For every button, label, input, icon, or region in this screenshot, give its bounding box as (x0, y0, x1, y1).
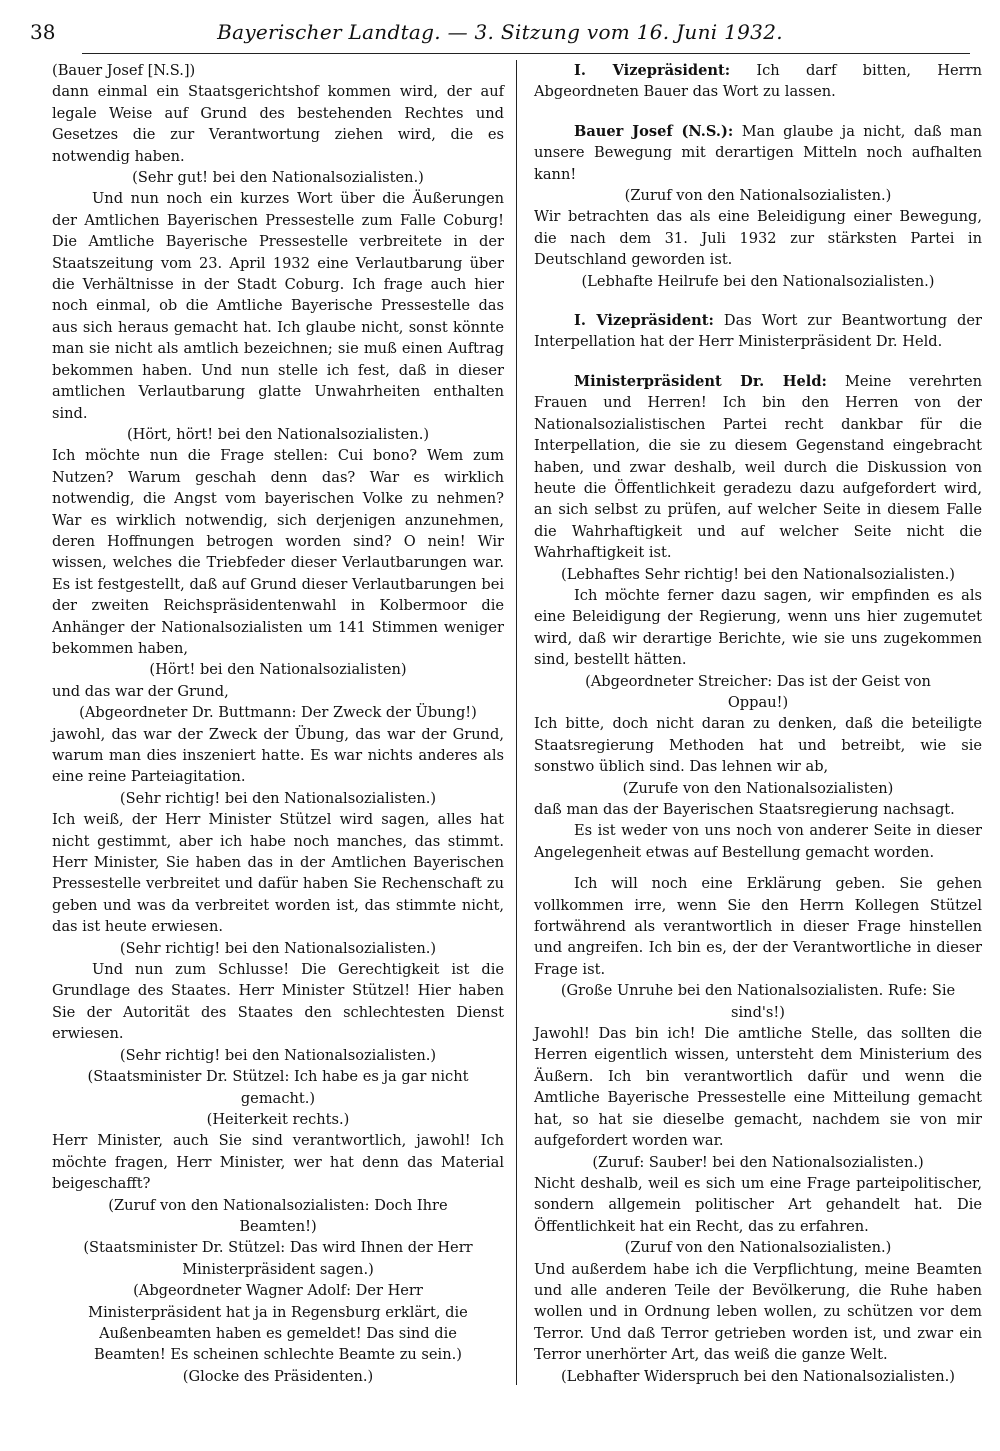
interjection (534, 564, 982, 585)
right-column (534, 60, 982, 1387)
interjection (52, 702, 504, 723)
paragraph-text: (Bauer Josef [N.S.]) (52, 62, 196, 79)
paragraph-text: (Abgeordneter Dr. Buttmann: Der Zweck der Übung!) (79, 704, 477, 722)
paragraph-text: (Lebhaftes Sehr richtig! bei den Nationalsozialisten.) (561, 565, 955, 583)
paragraph-text: (Zuruf von den Nationalsozialisten.) (624, 187, 892, 205)
paragraph (534, 60, 982, 103)
paragraph (534, 713, 982, 777)
paragraph-text: Herr Minister, auch Sie sind verantwortlich, jawohl! Ich möchte fragen, Herr Minister, wer hat denn das Material beigeschafft? (52, 1132, 504, 1193)
interjection (534, 671, 982, 714)
speaker-name: Ministerpräsident Dr. Held: (574, 372, 827, 390)
paragraph-text: Und nun zum Schlusse! Die Gerechtigkeit ist die Grundlage des Staates. Herr Minister Stützel! Hier haben Sie der Autorität des Staates den schlechtesten Dienst erwiesen. (52, 961, 504, 1043)
paragraph-text: (Staatsminister Dr. Stützel: Ich habe es ja gar nicht gemacht.) (87, 1068, 469, 1107)
paragraph-text: (Lebhafte Heilrufe bei den Nationalsozialisten.) (581, 272, 935, 290)
paragraph-text: (Zuruf: Sauber! bei den Nationalsozialisten.) (592, 1153, 924, 1171)
paragraph-text: Und außerdem habe ich die Verpflichtung, meine Beamten und alle anderen Teile der Bevölkerung, die Ruhe haben wollen und in Ordnung leben wollen, zu schützen vor dem Terror. Und daß Terror getrieben worden ist, und zwar ein Terror unerhörter Art, das weiß die ganze Welt. (534, 1260, 982, 1364)
interjection (534, 271, 982, 292)
interjection (534, 980, 982, 1023)
paragraph-text: (Glocke des Präsidenten.) (182, 1367, 374, 1385)
paragraph-text: (Sehr richtig! bei den Nationalsozialisten.) (119, 939, 437, 957)
paragraph (534, 206, 982, 270)
paragraph-text: (Sehr richtig! bei den Nationalsozialisten.) (119, 789, 437, 807)
interjection (52, 1366, 504, 1387)
paragraph-text: Und nun noch ein kurzes Wort über die Äußerungen der Amtlichen Bayerischen Pressestelle zum Falle Coburg! Die Amtliche Bayerische Pressestelle verbreitete in der Staatszeitung vom 23. April 1932 eine Verlautbarung über die Verhältnisse in der Stadt Coburg. Ich frage auch hier noch einmal, ob die Amtliche Bayerische Pressestelle das aus sich heraus gemacht hat. Ich glaube nicht, sonst könnte man sie nicht als amtlich bezeichnen; sie muß einen Auftrag bekommen haben. Und nun stelle ich fest, daß in dieser amtlichen Verlautbarung glatte Unwahrheiten enthalten sind. (52, 190, 504, 422)
paragraph-text: (Heiterkeit rechts.) (206, 1110, 350, 1128)
paragraph-text: Es ist weder von uns noch von anderer Seite in dieser Angelegenheit etwas auf Bestellung gemacht worden. (534, 822, 982, 861)
paragraph-text: daß man das der Bayerischen Staatsregierung nachsagt. (534, 801, 955, 818)
paragraph-text: Ich will noch eine Erklärung geben. Sie gehen vollkommen irre, wenn Sie den Herrn Kollegen Stützel fortwährend als verantwortlich in dieser Frage hinstellen und angreifen. Ich bin es, der der Verantwortliche in dieser Frage ist. (534, 875, 982, 978)
paragraph-text: (Zurufe von den Nationalsozialisten) (622, 779, 894, 797)
column-divider (516, 60, 517, 1385)
paragraph (534, 873, 982, 980)
paragraph (534, 1173, 982, 1237)
interjection (52, 1280, 504, 1366)
paragraph-text: Jawohl! Das bin ich! Die amtliche Stelle, das sollten die Herren eigentlich wissen, untersteht dem Ministerium des Äußern. Ich bin verantwortlich dafür und wenn die Amtliche Bayerische Pressestelle eine Mitteilung gemacht hat, so hat sie dieselbe gemacht, nachdem sie von mir aufgefordert worden war. (534, 1025, 982, 1150)
left-column (52, 60, 504, 1387)
paragraph-text: (Hört! bei den Nationalsozialisten) (149, 661, 407, 679)
interjection (52, 167, 504, 188)
paragraph (534, 799, 982, 820)
page-number: 38 (30, 20, 56, 44)
interjection (52, 424, 504, 445)
paragraph-text: Nicht deshalb, weil es sich um eine Frage parteipolitischer, sondern allgemein politischer Art gehandelt hat. Die Öffentlichkeit hat ein Recht, das zu erfahren. (534, 1174, 982, 1235)
paragraph (534, 1259, 982, 1366)
paragraph-text: dann einmal ein Staatsgerichtshof kommen wird, der auf legale Weise auf Grund des bestehenden Rechtes und Gesetzes die zur Verantwortung ziehen wird, die es notwendig haben. (52, 83, 504, 165)
paragraph (534, 310, 982, 353)
paragraph (52, 445, 504, 659)
paragraph (534, 371, 982, 564)
paragraph-text: Ich weiß, der Herr Minister Stützel wird sagen, alles hat nicht gestimmt, aber ich habe noch manches, das stimmt. Herr Minister, Sie haben das in der Amtlichen Bayerischen Pressestelle verbreitet und dafür haben Sie Rechenschaft zu geben und was da verbreitet worden ist, das stimmte nicht, das ist heute erwiesen. (52, 811, 504, 936)
paragraph-text: Wir betrachten das als eine Beleidigung einer Bewegung, die nach dem 31. Juli 1932 zur stärksten Partei in Deutschland geworden ist. (534, 208, 982, 269)
interjection (52, 659, 504, 680)
interjection (534, 185, 982, 206)
paragraph-text: (Staatsminister Dr. Stützel: Das wird Ihnen der Herr Ministerpräsident sagen.) (83, 1239, 473, 1278)
paragraph (52, 1130, 504, 1194)
paragraph-text: (Sehr richtig! bei den Nationalsozialisten.) (119, 1046, 437, 1064)
paragraph (534, 585, 982, 671)
paragraph-text: Meine verehrten Frauen und Herren! Ich bin den Herren von der Nationalsozialistischen Partei recht dankbar für die Interpellation, die sie zu diesem Gegenstand eingebracht haben, und zwar deshalb, weil durch die Diskussion von heute die Öffentlichkeit geradezu dazu aufgefordert wird, an sich selbst zu prüfen, auf welcher Seite in diesem Falle die Wahrhaftigkeit und auf welcher Seite nicht die Wahrhaftigkeit ist. (534, 372, 982, 562)
page-header (30, 14, 970, 54)
paragraph (534, 1023, 982, 1151)
speaker-name: I. Vizepräsident: (574, 62, 731, 79)
interjection (534, 1237, 982, 1258)
interjection (52, 1066, 504, 1109)
paragraph-text: Das Wort zur Beantwortung der Interpellation hat der Herr Ministerpräsident Dr. Held. (534, 312, 982, 351)
paragraph (52, 959, 504, 1045)
paragraph-text: (Zuruf von den Nationalsozialisten.) (624, 1239, 892, 1257)
interjection (52, 938, 504, 959)
paragraph-text: Ich bitte, doch nicht daran zu denken, daß die beteiligte Staatsregierung Methoden hat und betreibt, wie sie sonstwo üblich sind. Das lehnen wir ab, (534, 715, 982, 776)
paragraph (52, 81, 504, 167)
paragraph-text: (Abgeordneter Streicher: Das ist der Geist von Oppau!) (585, 672, 931, 711)
paragraph (534, 820, 982, 863)
paragraph-text: (Hört, hört! bei den Nationalsozialisten.) (126, 425, 430, 443)
paragraph-text: Ich darf bitten, Herrn Abgeordneten Bauer das Wort zu lassen. (534, 62, 982, 101)
paragraph (52, 60, 504, 81)
header-rule (82, 53, 970, 54)
speaker-name: Bauer Josef (N.S.): (574, 122, 734, 140)
interjection (52, 1109, 504, 1130)
paragraph-text: (Abgeordneter Wagner Adolf: Der Herr Ministerpräsident hat ja in Regensburg erklärt, die Außenbeamten haben es gemeldet! Das sind die Beamten! Es scheinen schlechte Beamte zu sein.) (88, 1282, 468, 1364)
interjection (52, 1237, 504, 1280)
paragraph (534, 121, 982, 185)
interjection (52, 1195, 504, 1238)
paragraph-text: Ich möchte ferner dazu sagen, wir empfinden es als eine Beleidigung der Regierung, wenn uns hier zugemutet wird, daß wir derartige Berichte, wie sie uns zugekommen sind, bestellt hätten. (534, 586, 982, 669)
speaker-name: I. Vizepräsident: (574, 312, 714, 330)
interjection (534, 1152, 982, 1173)
paragraph-text: und das war der Grund, (52, 682, 229, 700)
paragraph (52, 188, 504, 423)
interjection (52, 1045, 504, 1066)
paragraph-text: Ich möchte nun die Frage stellen: Cui bono? Wem zum Nutzen? Warum geschah denn das? War es wirklich notwendig, die Angst vom bayerischen Volke zu nehmen? War es wirklich notwendig, sich derjenigen anzunehmen, deren Hoffnungen betrogen worden sind? O nein! Wir wissen, welches die Triebfeder dieser Verlautbarungen war. Es ist festgestellt, daß auf Grund dieser Verlautbarungen bei der zweiten Reichspräsidentenwahl in Kolbermoor die Anhänger der Nationalsozialisten um 141 Stimmen weniger bekommen haben, (52, 447, 504, 657)
paragraph-text: (Zuruf von den Nationalsozialisten: Doch Ihre Beamten!) (108, 1196, 448, 1235)
paragraph-text: (Sehr gut! bei den Nationalsozialisten.) (132, 169, 424, 187)
paragraph-text: jawohl, das war der Zweck der Übung, das war der Grund, warum man dies inszeniert hatte. Es war nichts anderes als eine reine Parteiagitation. (52, 725, 504, 786)
interjection (534, 778, 982, 799)
running-title: Bayerischer Landtag. — 3. Sitzung vom 16. Juni 1932. (217, 20, 783, 44)
paragraph (52, 724, 504, 788)
paragraph-text: (Lebhafter Widerspruch bei den Nationalsozialisten.) (560, 1367, 955, 1385)
interjection (534, 1366, 982, 1387)
paragraph-text: (Große Unruhe bei den Nationalsozialisten. Rufe: Sie sind's!) (560, 982, 956, 1021)
paragraph-text: Man glaube ja nicht, daß man unsere Bewegung mit derartigen Mitteln noch aufhalten kann! (534, 122, 982, 183)
paragraph (52, 681, 504, 702)
paragraph (52, 809, 504, 937)
interjection (52, 788, 504, 809)
